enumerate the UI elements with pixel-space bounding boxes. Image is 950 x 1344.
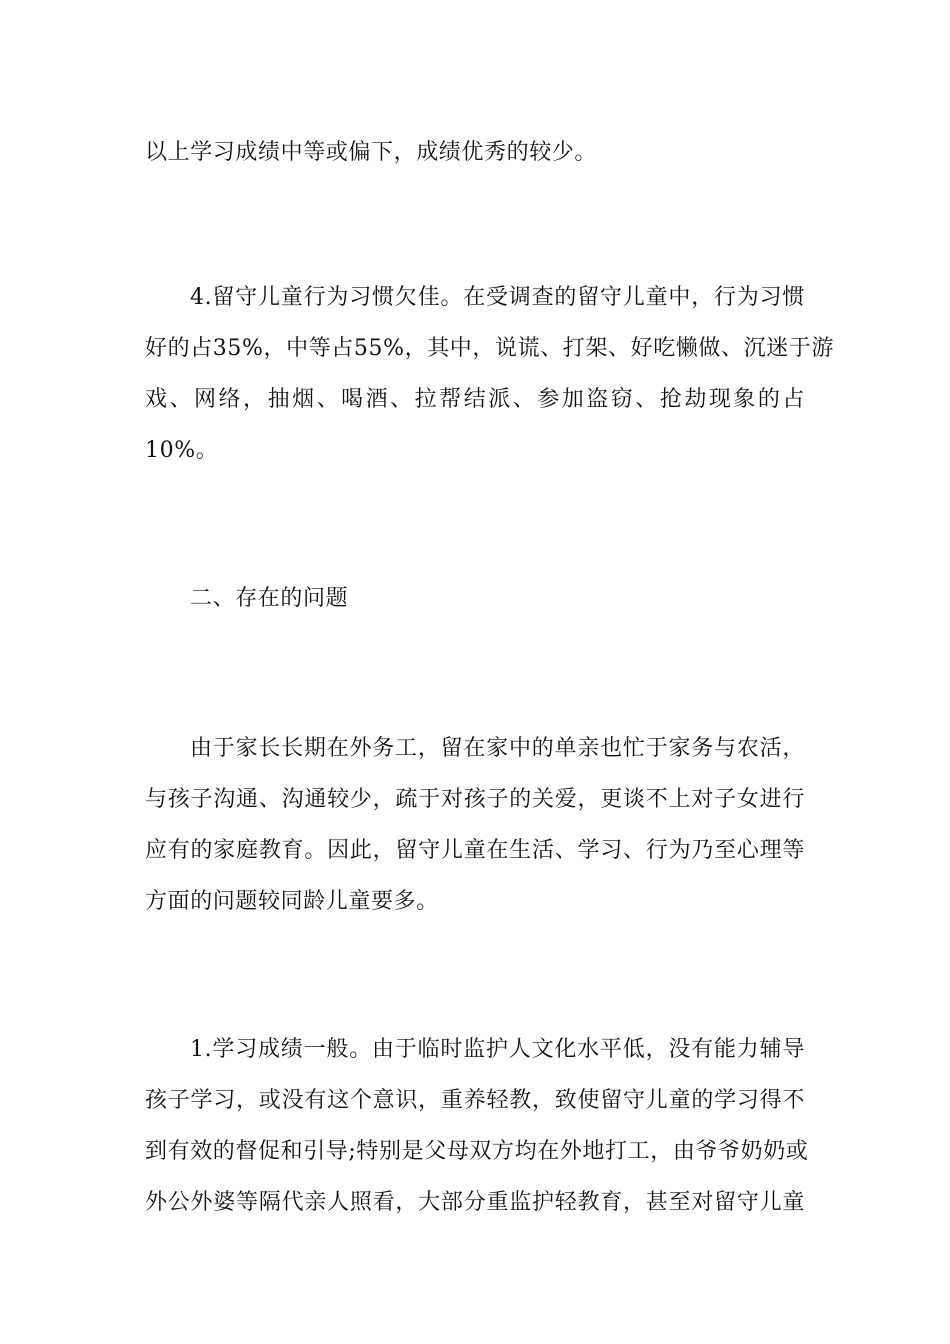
text-line: 由于家长长期在外务工，留在家中的单亲也忙于家务与农活， — [190, 736, 805, 761]
text-line: 应有的家庭教育。因此，留守儿童在生活、学习、行为乃至心理等 — [145, 838, 805, 863]
text-line: 方面的问题较同龄儿童要多。 — [145, 889, 439, 914]
text-line: 以上学习成绩中等或偏下，成绩优秀的较少。 — [145, 140, 598, 165]
text-line: 到有效的督促和引导;特别是父母双方均在外地打工，由爷爷奶奶或 — [145, 1139, 809, 1164]
section-heading: 二、存在的问题 — [190, 586, 349, 611]
text-line: 10%。 — [145, 438, 219, 463]
text-line: 戏、网络，抽烟、喝酒、拉帮结派、参加盗窃、抢劫现象的占 — [145, 387, 805, 412]
text-line: 1.学习成绩一般。由于临时监护人文化水平低，没有能力辅导 — [190, 1037, 805, 1062]
text-line: 好的占35%，中等占55%，其中，说谎、打架、好吃懒做、沉迷于游 — [145, 336, 834, 361]
text-line: 孩子学习，或没有这个意识，重养轻教，致使留守儿童的学习得不 — [145, 1088, 805, 1113]
text-line: 外公外婆等隔代亲人照看，大部分重监护轻教育，甚至对留守儿童 — [145, 1190, 805, 1215]
text-line: 4.留守儿童行为习惯欠佳。在受调查的留守儿童中，行为习惯 — [190, 285, 805, 310]
text-line: 与孩子沟通、沟通较少，疏于对孩子的关爱，更谈不上对子女进行 — [145, 787, 805, 812]
